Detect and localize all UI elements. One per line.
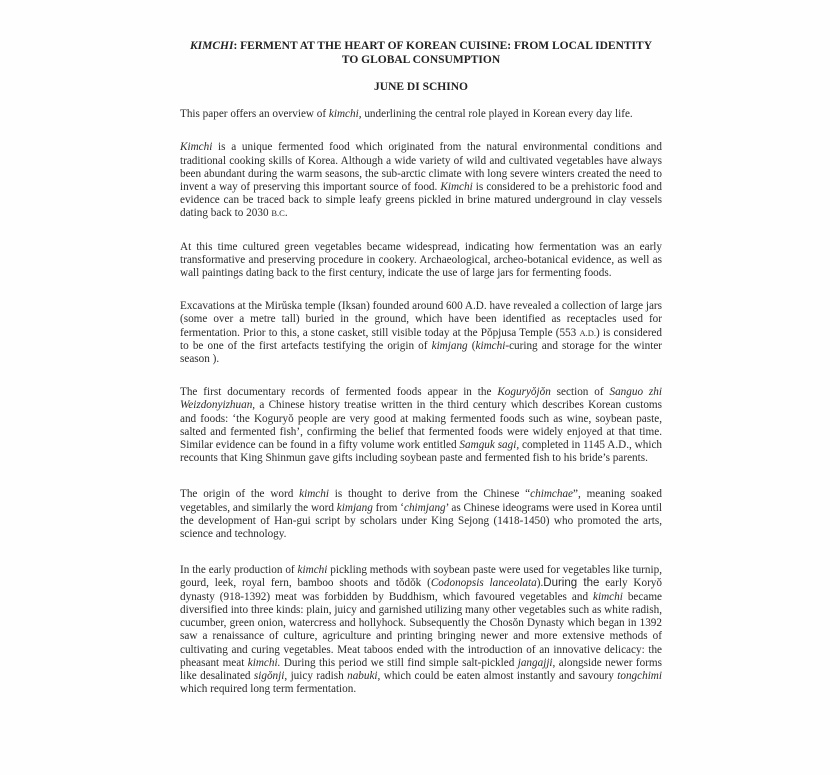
text-run: , juicy radish: [284, 669, 348, 682]
text-run-italic: kimchi: [475, 339, 506, 352]
text-run-italic: kimchi: [593, 590, 623, 603]
text-run-smallcaps: B.C: [271, 208, 285, 219]
text-run: The origin of the word: [180, 488, 300, 501]
text-run-italic: kimchi,: [328, 108, 362, 121]
text-run-smallcaps: A.D.: [579, 327, 596, 338]
title-italic: KIMCHI: [189, 40, 234, 52]
text-run: -curing and storage for the winter season ).: [180, 339, 663, 366]
text-run-italic: tongchimi: [617, 669, 662, 682]
text-run: from ‘: [372, 501, 404, 514]
text-run: is considered to be a prehistoric food and evidence can be traced back to simple leafy greens pickled in brine matured underground in clay vessels dating back to 2030: [180, 181, 663, 220]
text-run-italic: nabuki,: [347, 669, 381, 682]
text-run: became diversified into three kinds: plain, juicy and garnished utilizing many other vegetables such as white radish, cucumber, green onion, watercress and hollyhock. Subsequently the Chosŏn Dynasty which began in 1392 saw a renaissance of culture, agriculture and printing bringing newer and more extensive methods of cultivating and curing vegetables. Meat taboos ended with the introduction of an innovative delicacy: the pheasant meat: [180, 590, 662, 669]
text-run: is a unique fermented food which originated from the natural environmental conditions and traditional cooking skills of Korea. Although a wide variety of wild and cultivated vegetables have always been abundant during the warm seasons, the sub-arctic climate with long severe winters created the need to invent a way of preserving this important source of food.: [180, 141, 662, 194]
title-line2: TO GLOBAL CONSUMPTION: [341, 53, 501, 66]
paper-title: [180, 40, 662, 67]
text-run: a Chinese history treatise written in the third century which describes Korean customs and foods: ‘the Koguryŏ people are very good at making fermented foods such as wine, soybean paste, salted and fermented fish’, confirming the belief that fermented foods were widely enjoyed at that time. Similar evidence can be found in a fifty volume work entitled: [180, 399, 662, 452]
text-run-italic: Kimchi: [440, 181, 473, 194]
text-run: Excavations at the Mirŭska temple (Iksan) founded around 600 A.D. have revealed a collection of large jars (some over a metre tall) buried in the ground, which have been identified as receptacles used for fermentation. Prior to this, a stone casket, still visible today at the Pŏpjusa Temple (553: [180, 300, 662, 339]
text-run: ’ as Chinese ideograms were used in Korea until the development of Han-gui script by scholars under King Sejong (1418-1450) who promoted the arts, science and technology.: [180, 501, 662, 541]
paragraph-documentary-records: [180, 386, 662, 465]
text-run: This paper offers an overview of: [180, 108, 329, 121]
text-run: (: [467, 339, 476, 352]
text-run: , alongside newer forms like desalinated: [180, 656, 662, 682]
text-run: ”, meaning soaked vegetables, and similarly the word: [180, 488, 662, 514]
author-name: JUNE DI SCHINO: [374, 81, 468, 93]
text-run-italic: kimjang: [336, 501, 373, 514]
text-run: .: [284, 207, 288, 220]
title-line1: : FERMENT AT THE HEART OF KOREAN CUISINE: FROM LOCAL IDENTITY: [233, 40, 653, 52]
text-run-italic: kimchi: [297, 564, 328, 577]
text-run-italic: kimjang: [431, 339, 468, 352]
text-run-sans: During the: [543, 577, 600, 590]
paragraph-cultured-vegetables: At this time cultured green vegetables became widespread, indicating how fermentation was an early transformative and preserving procedure in cookery. Archaeological, archeo-botanical evidence, as well as wall paintings dating back to the first century, indicate the use of large jars for fermenting foods.: [180, 240, 662, 280]
text-run: completed in 1145 A.D., which recounts that King Shinmun gave gifts including soybean paste and fermented fish to his bride’s parents.: [180, 439, 663, 465]
text-run: section of: [550, 386, 610, 399]
text-run-italic: kimchi: [299, 488, 329, 501]
text-run: is thought to derive from the Chinese “: [328, 488, 531, 501]
text-run-italic: sigŏnji: [253, 669, 285, 682]
paragraph-early-production: [180, 564, 662, 696]
text-run: In the early production of: [180, 564, 298, 577]
text-run: underlining the central role played in Korean every day life.: [361, 108, 633, 121]
paper-body: [180, 40, 662, 709]
text-run: ) is considered to be one of the first artefacts testifying the origin of: [180, 326, 662, 352]
text-run: pickling methods with soybean paste were used for vegetables like turnip, gourd, leek, royal fern, bamboo shoots and tŏdŏk (: [180, 564, 662, 590]
text-run-italic: Sanguo zhi Weizdonyizhuan,: [180, 386, 662, 412]
text-run-italic: chimjang: [404, 501, 446, 514]
text-run-italic: Codonopsis lanceolata: [430, 577, 537, 590]
text-run: During this period we still find simple salt-pickled: [280, 656, 518, 669]
text-run-italic: jangajji: [517, 656, 553, 669]
paragraph-word-origin: [180, 488, 662, 541]
text-run-italic: Koguryŏjŏn: [497, 386, 551, 399]
text-run: which could be eaten almost instantly and savoury: [380, 669, 618, 682]
text-run: ).: [536, 577, 544, 590]
paragraph-kimchi-origin: [180, 141, 662, 220]
text-run: The first documentary records of fermented foods appear in the: [180, 386, 498, 399]
text-run-italic: kimchi.: [247, 656, 281, 669]
text-run: early Koryŏ dynasty (918-1392) meat was forbidden by Buddhism, which favoured vegetables and: [180, 577, 662, 603]
text-run-italic: chimchae: [530, 488, 574, 501]
paragraph-excavations: [180, 300, 662, 366]
text-run-italic: Kimchi: [180, 141, 213, 154]
paragraph-intro: [180, 108, 662, 121]
text-run: which required long term fermentation.: [180, 683, 357, 696]
text-run-italic: Samguk sagi,: [459, 439, 520, 452]
